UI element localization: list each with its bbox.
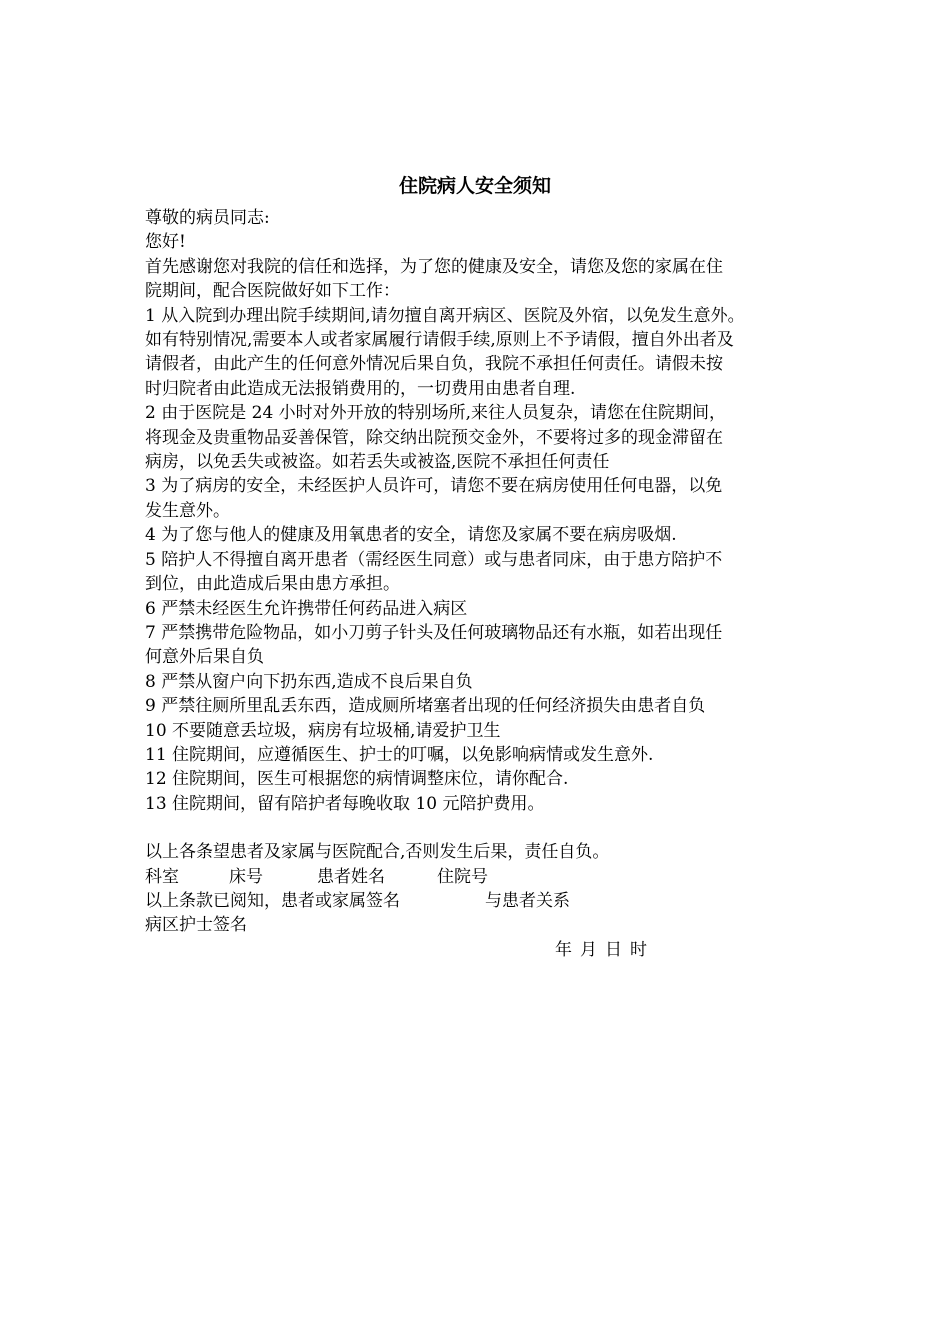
rule-line: 8 严禁从窗户向下扔东西,造成不良后果自负 bbox=[145, 671, 473, 692]
relationship-label: 与患者关系 bbox=[485, 890, 570, 911]
rule-line: 4 为了您与他人的健康及用氧患者的安全，请您及家属不要在病房吸烟. bbox=[145, 525, 677, 546]
rule-line: 请假者，由此产生的任何意外情况后果自负，我院不承担任何责任。请假未按 bbox=[145, 354, 723, 375]
rule-item-6 bbox=[145, 597, 825, 621]
rule-line: 如有特别情况,需要本人或者家属履行请假手续,原则上不予请假，擅自外出者及 bbox=[145, 330, 734, 351]
department-label: 科室 bbox=[145, 866, 179, 887]
rule-item-1 bbox=[145, 304, 825, 402]
rule-line: 6 严禁未经医生允许携带任何药品进入病区 bbox=[145, 598, 468, 619]
rule-line: 病房，以免丢失或被盗。如若丢失或被盗,医院不承担任何责任 bbox=[145, 452, 610, 473]
acknowledgement-line bbox=[145, 889, 825, 913]
hour-label: 时 bbox=[630, 939, 647, 960]
rule-item-2 bbox=[145, 401, 825, 474]
rule-line: 发生意外。 bbox=[145, 500, 230, 521]
rule-line: 时归院者由此造成无法报销费用的，一切费用由患者自理. bbox=[145, 378, 576, 399]
rule-item-4 bbox=[145, 523, 825, 547]
rule-item-12 bbox=[145, 767, 825, 791]
rule-line: 2 由于医院是 24 小时对外开放的特别场所,来往人员复杂，请您在住院期间， bbox=[145, 403, 727, 424]
rule-line: 9 严禁往厕所里乱丢东西，造成厕所堵塞者出现的任何经济损失由患者自负 bbox=[145, 696, 706, 717]
spacer bbox=[145, 816, 825, 840]
bed-label: 床号 bbox=[229, 866, 263, 887]
rule-line: 10 不要随意丢垃圾，病房有垃圾桶,请爱护卫生 bbox=[145, 720, 501, 741]
intro-paragraph bbox=[145, 255, 825, 304]
page-title: 住院病人安全须知 bbox=[398, 175, 551, 197]
rule-line: 7 严禁携带危险物品，如小刀剪子针头及任何玻璃物品还有水瓶，如若出现任 bbox=[145, 622, 723, 643]
nurse-signature-label: 病区护士签名 bbox=[145, 915, 247, 936]
rule-item-7 bbox=[145, 621, 825, 670]
date-line bbox=[145, 938, 825, 962]
rule-item-8 bbox=[145, 670, 825, 694]
rule-line: 11 住院期间，应遵循医生、护士的叮嘱，以免影响病情或发生意外. bbox=[145, 744, 654, 765]
rule-item-10 bbox=[145, 719, 825, 743]
rule-line: 何意外后果自负 bbox=[145, 647, 264, 668]
patient-name-label: 患者姓名 bbox=[317, 866, 385, 887]
rule-item-5 bbox=[145, 548, 825, 597]
rule-item-9 bbox=[145, 694, 825, 718]
greeting: 您好! bbox=[145, 232, 186, 253]
salutation: 尊敬的病员同志: bbox=[145, 208, 270, 228]
rule-line: 5 陪护人不得擅自离开患者（需经医生同意）或与患者同床，由于患方陪护不 bbox=[145, 549, 723, 570]
rule-line: 13 住院期间，留有陪护者每晚收取 10 元陪护费用。 bbox=[145, 793, 545, 814]
admission-number-label: 住院号 bbox=[437, 866, 488, 887]
rule-line: 3 为了病房的安全，未经医护人员许可，请您不要在病房使用任何电器，以免 bbox=[145, 476, 723, 497]
rule-line: 将现金及贵重物品妥善保管，除交纳出院预交金外，不要将过多的现金滞留在 bbox=[145, 427, 723, 448]
rule-line: 12 住院期间，医生可根据您的病情调整床位，请你配合. bbox=[145, 769, 569, 790]
intro-line: 首先感谢您对我院的信任和选择，为了您的健康及安全，请您及您的家属在住 bbox=[145, 256, 723, 277]
day-label: 日 bbox=[605, 939, 622, 960]
month-label: 月 bbox=[580, 939, 597, 960]
document-page bbox=[145, 172, 825, 962]
rule-item-13 bbox=[145, 792, 825, 816]
rule-item-3 bbox=[145, 474, 825, 523]
patient-info-fields bbox=[145, 865, 825, 889]
signature-label: 以上条款已阅知，患者或家属签名 bbox=[145, 890, 400, 911]
rule-item-11 bbox=[145, 743, 825, 767]
year-label: 年 bbox=[555, 939, 572, 960]
intro-line: 院期间，配合医院做好如下工作： bbox=[145, 281, 400, 302]
rule-line: 1 从入院到办理出院手续期间,请勿擅自离开病区、医院及外宿，以免发生意外。 bbox=[145, 305, 745, 326]
closing-statement: 以上各条望患者及家属与医院配合,否则发生后果，责任自负。 bbox=[145, 842, 610, 863]
rule-line: 到位，由此造成后果由患方承担。 bbox=[145, 574, 400, 595]
